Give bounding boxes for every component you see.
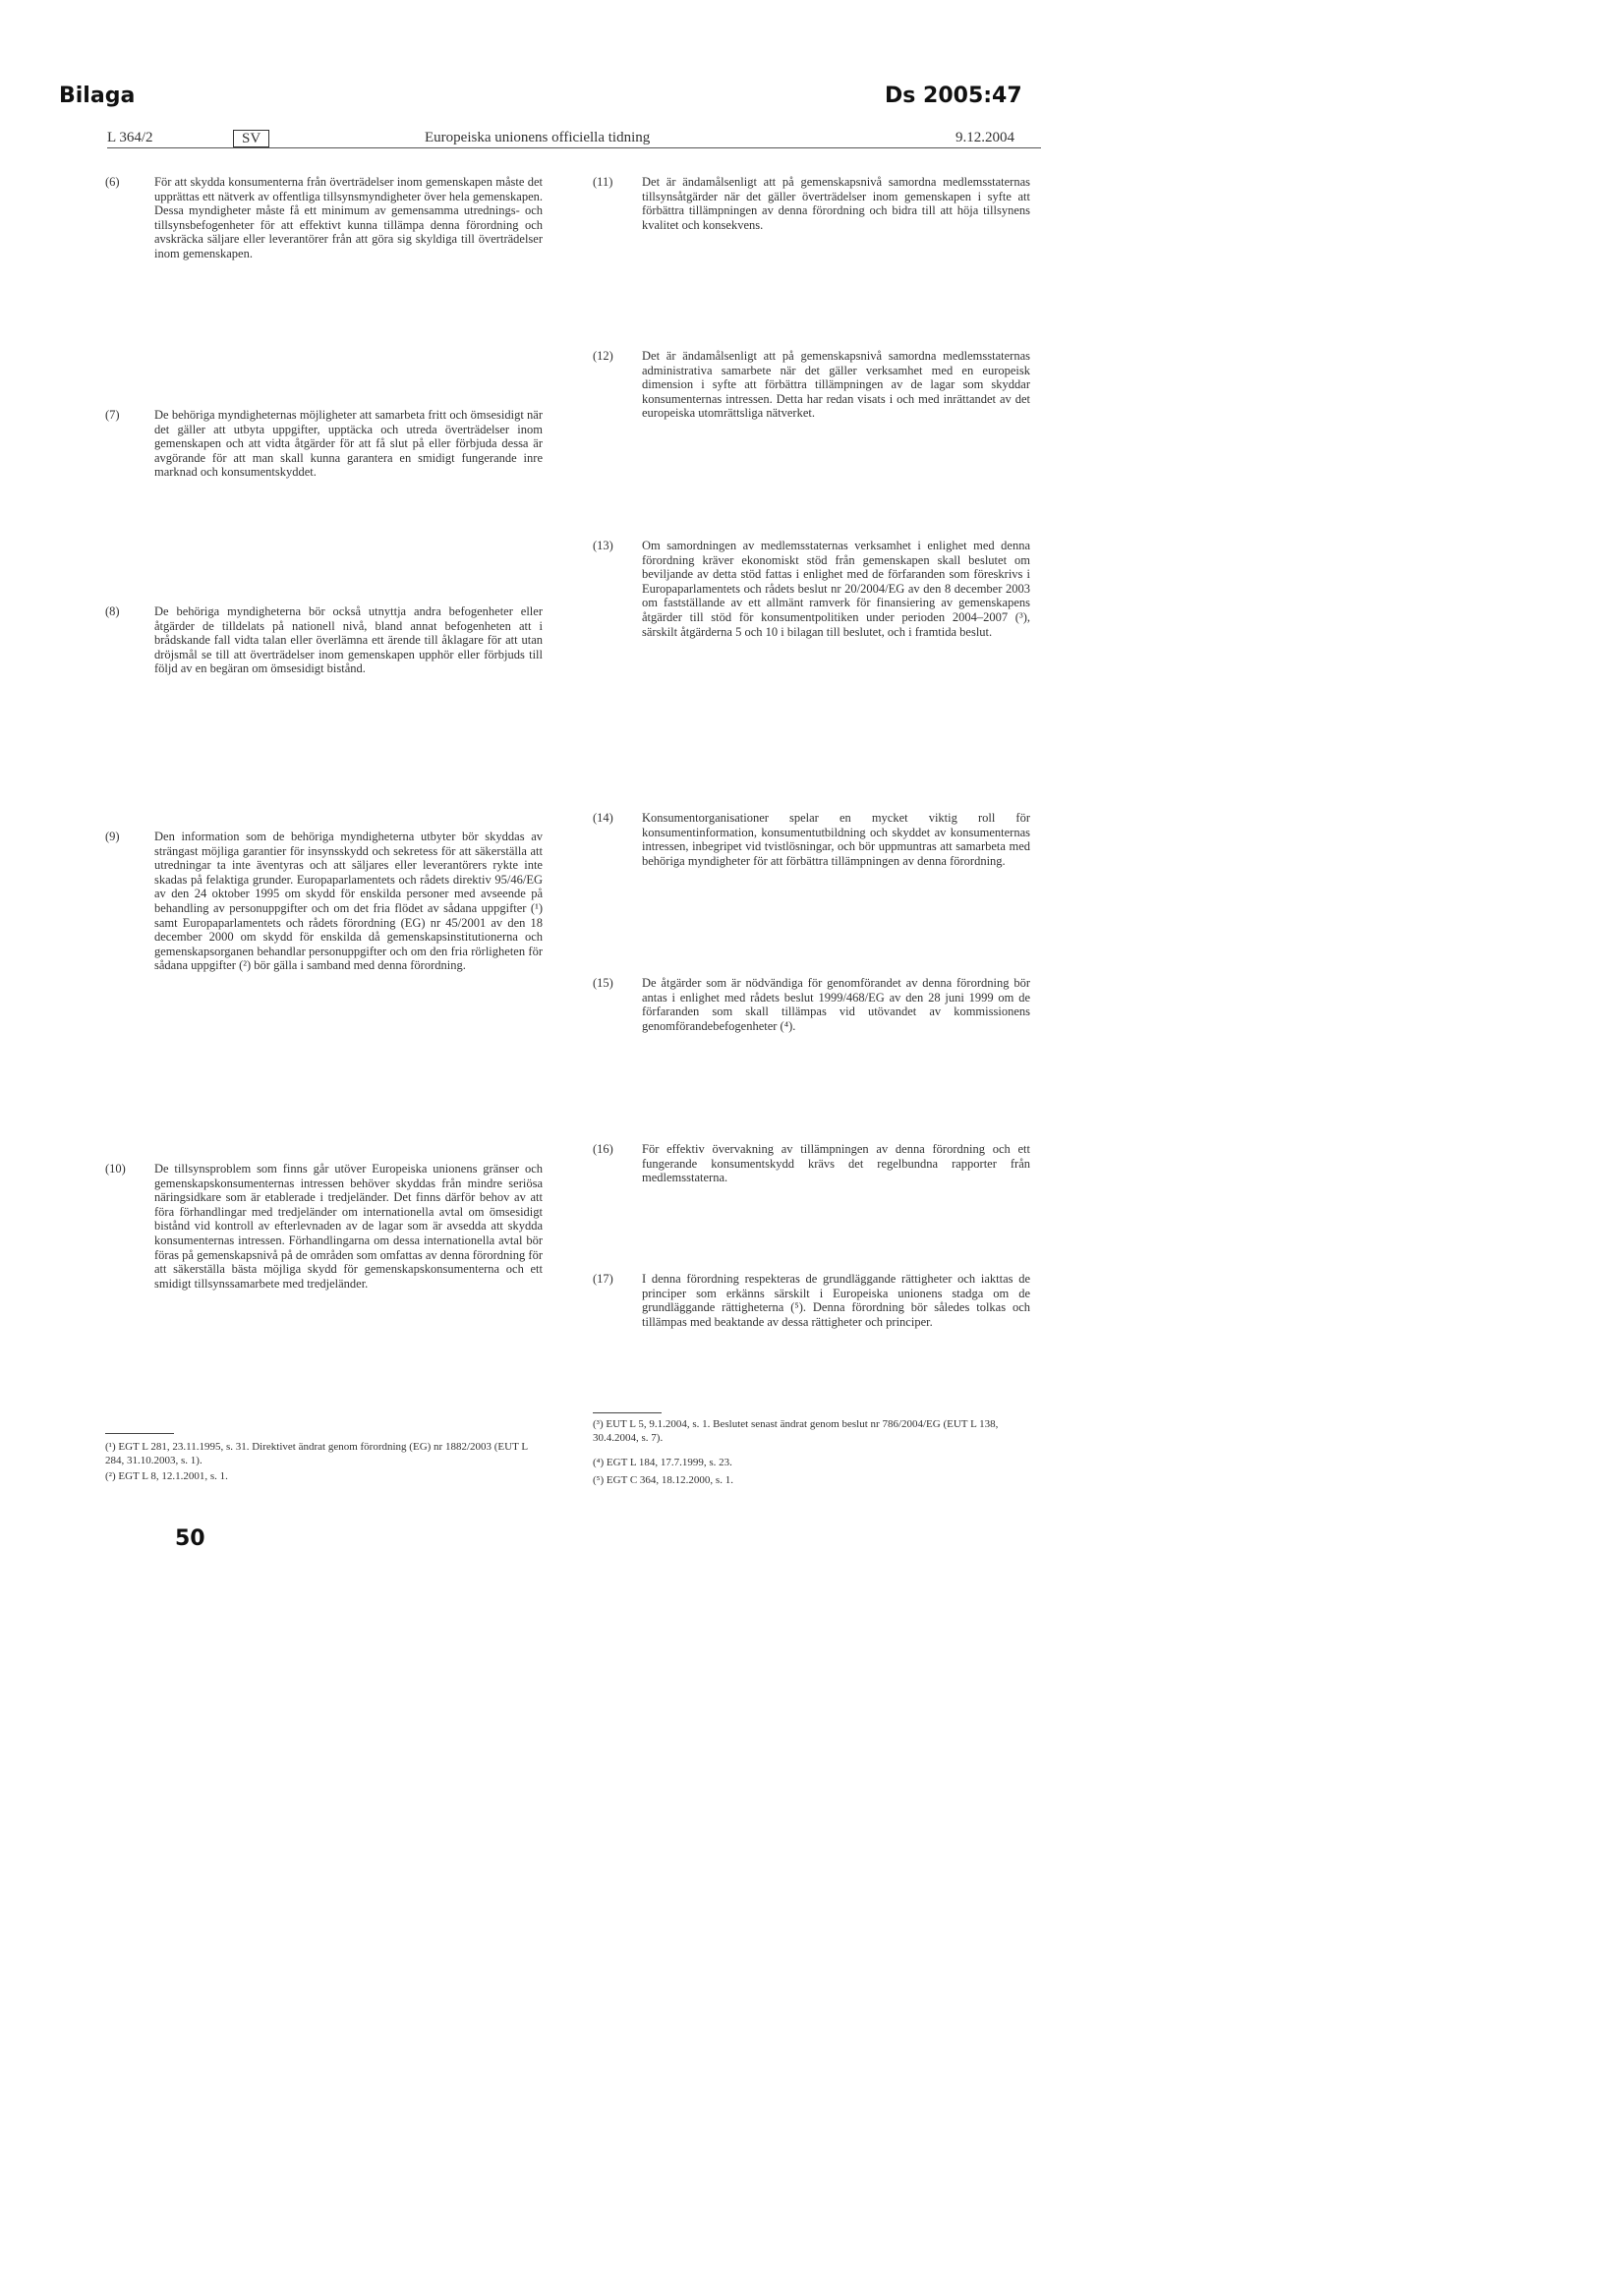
recital-number: (17) (593, 1272, 613, 1286)
left-column (105, 175, 557, 1394)
recital-number: (9) (105, 830, 120, 843)
footnote-4: (⁴) EGT L 184, 17.7.1999, s. 23. (593, 1457, 732, 1468)
recital-text: Den information som de behöriga myndigheterna utbyter bör skyddas av strängast möjliga garantier för insynsskydd och sekretess för att säkerställa att utredningar ta inte äventyras och att säljares eller leverantörers rykte inte skadas på felaktiga grunder. Europaparlamentets och rådets direktiv 95/46/EG av den 24 oktober 1995 om skydd för enskilda personer med avseende på behandling av personuppgifter och om det fria flödet av sådana uppgifter (¹) samt Europaparlamentets och rådets förordning (EG) nr 45/2001 av den 18 december 2000 om skydd för enskilda då gemenskapsinstitutionerna och gemenskapsorganen behandlar personuppgifter och om den fria rörligheten för sådana uppgifter (²) bör gälla i samband med denna förordning. (154, 830, 543, 973)
recital-text: I denna förordning respekteras de grundläggande rättigheter och iakttas de principer som erkänns särskilt i Europeiska unionens stadga om de grundläggande rättigheterna (⁵). Denna förordning bör således tolkas och tillämpas med beaktande av dessa rättigheter och principer. (642, 1272, 1030, 1329)
footnote-5: (⁵) EGT C 364, 18.12.2000, s. 1. (593, 1474, 733, 1486)
footnote-3: (³) EUT L 5, 9.1.2004, s. 1. Beslutet senast ändrat genom beslut nr 786/2004/EG (EUT L 138, 30.4.2004, s. 7). (593, 1418, 999, 1444)
footnote-1: (¹) EGT L 281, 23.11.1995, s. 31. Direktivet ändrat genom förordning (EG) nr 1882/2003 (EUT L 284, 31.10.2003, s. 1). (105, 1441, 528, 1466)
recital-number: (16) (593, 1142, 613, 1156)
document-header-left: Bilaga (59, 84, 136, 108)
recital-text: De behöriga myndigheterna bör också utnyttja andra befogenheter eller åtgärder de tilldelats på nationell nivå, bland annat befogenheten att i brådskande fall vidta talan eller överlämna ett ärende till åklagare för att utan dröjsmål se till att överträdelser inom gemenskapen upphör eller förbjuds till följd av en begäran om ömsesidigt bistånd. (154, 604, 543, 676)
footnote-2: (²) EGT L 8, 12.1.2001, s. 1. (105, 1470, 228, 1482)
recital-text: Det är ändamålsenligt att på gemenskapsnivå samordna medlemsstaternas tillsynsåtgärder när det gäller överträdelser inom gemenskapen i syfte att förbättra tillämpningen av denna förordning och bidra till att höja tillsynens kvalitet och konsekvens. (642, 175, 1030, 232)
right-column (593, 175, 1045, 1413)
recital-number: (8) (105, 604, 120, 618)
recital-number: (14) (593, 811, 613, 825)
recital-number: (11) (593, 175, 613, 189)
recital-text: De behöriga myndigheternas möjligheter att samarbeta fritt och ömsesidigt när det gäller att utbyta uppgifter, upptäcka och utreda överträdelser inom gemenskapen och att vidta åtgärder för att få slut på eller förbjuda dessa är avgörande för att man skall kunna garantera en smidigt fungerande inre marknad och konsumentskyddet. (154, 408, 543, 480)
recital-text: Konsumentorganisationer spelar en mycket viktig roll för konsumentinformation, konsumentutbildning och skyddet av konsumenternas intressen, inbegripet vid tvistlösningar, och bör uppmuntras att samarbeta med behöriga myndigheter för att förbättra tillämpningen av denna förordning. (642, 811, 1030, 868)
recital-number: (15) (593, 976, 613, 990)
recital-number: (13) (593, 539, 613, 552)
footnote-rule-left (105, 1433, 174, 1434)
recital-number: (12) (593, 349, 613, 363)
oj-language: SV (233, 130, 269, 147)
recital-text: För att skydda konsumenterna från överträdelser inom gemenskapen måste det upprättas ett nätverk av offentliga tillsynsmyndigheter över hela gemenskapen. Dessa myndigheter måste få ett minimum av gemensamma utrednings- och tillsynsbefogenheter för att effektivt kunna tillämpa denna förordning och avskräcka säljare eller leverantörer från att göra sig skyldiga till överträdelser inom gemenskapen. (154, 175, 543, 260)
recital-text: Om samordningen av medlemsstaternas verksamhet i enlighet med denna förordning kräver ekonomiskt stöd från gemenskapen skall beslutet om beviljande av detta stöd fattas i enlighet med de förfaranden som föreskrivs i Europaparlamentets och rådets beslut nr 20/2004/EG av den 8 december 2003 om fastställande av ett allmänt ramverk för finansiering av gemenskapens åtgärder till stöd för konsumentpolitiken under perioden 2004–2007 (³), särskilt åtgärderna 5 och 10 i bilagan till beslutet, och i framtida beslut. (642, 539, 1030, 639)
recital-number: (7) (105, 408, 120, 422)
recital-text: För effektiv övervakning av tillämpningen av denna förordning och ett fungerande konsumentskydd krävs det regelbundna rapporter från medlemsstaterna. (642, 1142, 1030, 1185)
oj-language-box (233, 130, 269, 147)
oj-journal-title: Europeiska unionens officiella tidning (425, 130, 651, 145)
recital-text: De tillsynsproblem som finns går utöver Europeiska unionens gränser och gemenskapskonsumenternas intressen behöver skyddas från mindre seriösa näringsidkare som är etablerade i tredjeländer. Det finns därför behov av att föra förhandlingar med tredjeländer om internationella avtal om ömsesidigt bistånd vid kontroll av efterlevnaden av de lagar som är avsedda att skydda konsumenternas intressen. Förhandlingarna om dessa internationella avtal bör föras på gemenskapsnivå på de områden som omfattas av denna förordning för att säkerställa bästa möjliga skydd för gemenskapskonsumenterna och ett smidigt tillsynssamarbete med tredjeländer. (154, 1162, 543, 1291)
page-number: 50 (175, 1526, 205, 1551)
recital-text: Det är ändamålsenligt att på gemenskapsnivå samordna medlemsstaternas administrativa samarbete när det gäller verksamhet med en europeisk dimension i syfte att förbättra tillämpningen av de lagar som skyddar konsumenternas intressen. Detta har redan visats i och med inrättandet av det europeiska utomrättsliga nätverket. (642, 349, 1030, 421)
document-header-right: Ds 2005:47 (885, 84, 1022, 108)
recital-number: (10) (105, 1162, 126, 1176)
header-rule (107, 147, 1041, 148)
recital-number: (6) (105, 175, 120, 189)
footnote-rule-right (593, 1412, 662, 1413)
oj-reference: L 364/2 (107, 130, 153, 145)
oj-date: 9.12.2004 (955, 130, 1014, 145)
recital-text: De åtgärder som är nödvändiga för genomförandet av denna förordning bör antas i enlighet med rådets beslut 1999/468/EG av den 28 juni 1999 om de förfaranden som skall tillämpas vid utövandet av kommissionens genomförandebefogenheter (⁴). (642, 976, 1030, 1033)
